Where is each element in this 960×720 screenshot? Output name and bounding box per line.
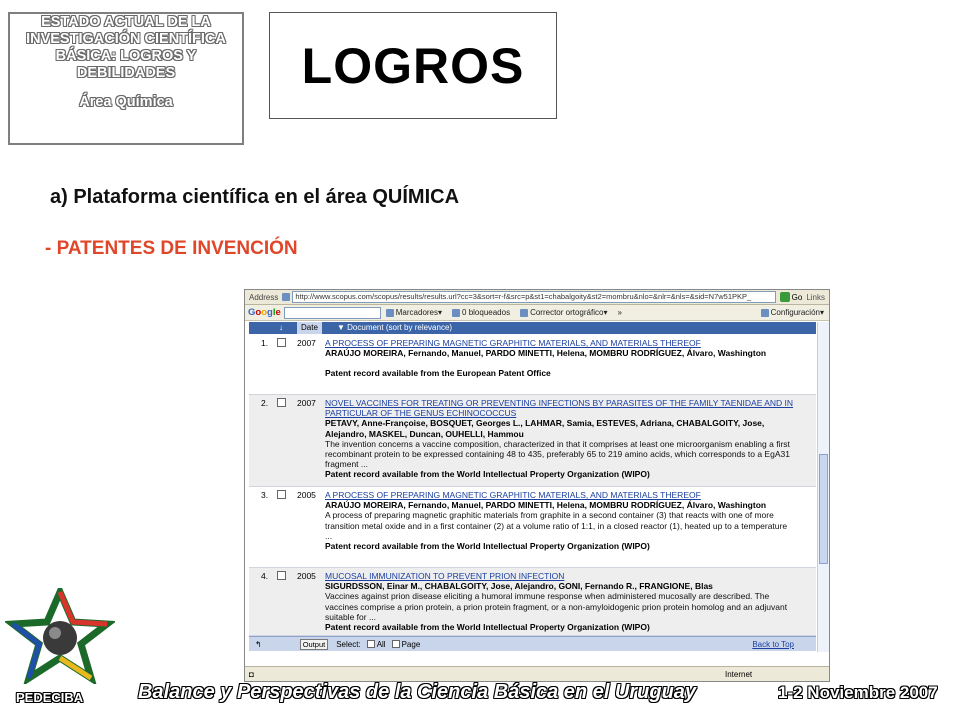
- output-button[interactable]: Output: [300, 639, 329, 650]
- toolbar-more[interactable]: »: [617, 308, 622, 317]
- result-abstract: The invention concerns a vaccine composition, characterized in that it comprises at least one microorganism enabling a first recombinant protein to be expressed containing 48 to 435, preferably 65 to 219 amino acids, which corresponds to a EgA31 fragment ...: [325, 438, 790, 470]
- select-all-label: All: [376, 639, 386, 649]
- result-record-source: Patent record available from the World Intellectual Property Organization (WIPO): [325, 622, 650, 633]
- result-row: [249, 568, 816, 636]
- sort-by-document[interactable]: ▼ Document (sort by relevance): [337, 323, 453, 332]
- result-number: 1.: [261, 338, 269, 348]
- result-record-source: Patent record available from the World Intellectual Property Organization (WIPO): [325, 541, 650, 552]
- select-all-checkbox[interactable]: [367, 640, 375, 648]
- result-number: 2.: [261, 398, 269, 408]
- result-year: 2005: [297, 571, 316, 581]
- result-checkbox[interactable]: [277, 398, 286, 407]
- estado-area-subtitle: Área Química: [79, 94, 173, 110]
- links-button[interactable]: Links: [806, 292, 825, 302]
- result-year: 2007: [297, 338, 316, 348]
- page-done-icon: ◘: [249, 670, 254, 679]
- page-icon: [282, 293, 290, 301]
- estado-title: ESTADO ACTUAL DE LA INVESTIGACIÓN CIENTÍFICA BÁSICA: LOGROS Y DEBILIDADES: [26, 14, 226, 81]
- star-icon: [386, 309, 394, 317]
- estado-title-box: [8, 12, 244, 145]
- browser-window: [244, 289, 830, 682]
- result-authors: SIGURDSSON, Einar M., CHABALGOITY, Jose, Alejandro, GONI, Fernando R., FRANGIONE, Blas: [325, 581, 713, 592]
- select-page-label: Page: [401, 639, 421, 649]
- back-to-top-link[interactable]: Back to Top: [752, 639, 794, 649]
- toolbar-bloqueados[interactable]: 0 bloqueados: [447, 308, 515, 317]
- status-bar: [245, 666, 829, 682]
- address-label: Address: [249, 292, 279, 302]
- result-record-source: Patent record available from the European Patent Office: [325, 368, 551, 379]
- result-checkbox[interactable]: [277, 338, 286, 347]
- toolbar-marcadores[interactable]: Marcadores▾: [381, 308, 447, 317]
- result-record-source: Patent record available from the World Intellectual Property Organization (WIPO): [325, 469, 650, 480]
- google-toolbar: [245, 305, 829, 321]
- sort-arrow-icon[interactable]: ↓: [279, 323, 283, 332]
- result-authors: PETAVY, Anne-Françoise, BOSQUET, Georges L., LAHMAR, Samia, ESTEVES, Adriana, CHABALGOITY, Jose, Alejandro, MASKEL, Duncan, OUHELLI, Hammou: [325, 418, 765, 439]
- go-button[interactable]: Go: [791, 292, 803, 302]
- footer-event-date: 1-2 Noviembre 2007: [778, 683, 938, 702]
- result-checkbox[interactable]: [277, 490, 286, 499]
- footer-event-title: Balance y Perspectivas de la Ciencia Básica en el Uruguay: [138, 681, 697, 703]
- result-title-link[interactable]: A PROCESS OF PREPARING MAGNETIC GRAPHITIC MATERIALS, AND MATERIALS THEREOF: [325, 490, 701, 500]
- pedeciba-logo-text: PEDECIBA: [16, 690, 84, 705]
- logros-title-box: [269, 12, 557, 119]
- section-heading-patentes: - PATENTES DE INVENCIÓN: [45, 238, 298, 259]
- select-label: Select:: [336, 639, 361, 649]
- result-title-link[interactable]: NOVEL VACCINES FOR TREATING OR PREVENTING INFECTIONS BY PARASITES OF THE FAMILY TAENIDAE AND IN PARTICULAR OF THE GENUS ECHINOCOCCUS: [325, 398, 794, 419]
- settings-icon: [761, 309, 769, 317]
- page-title: LOGROS: [301, 37, 525, 94]
- result-year: 2007: [297, 398, 316, 408]
- result-title-link[interactable]: A PROCESS OF PREPARING MAGNETIC GRAPHITIC MATERIALS, AND MATERIALS THEREOF: [325, 338, 701, 348]
- toolbar-configuracion[interactable]: Configuración▾: [756, 308, 829, 317]
- address-input[interactable]: http://www.scopus.com/scopus/results/results.url?cc=3&sort=r-f&src=p&st1=chabalgoity&st2=mombru&nlo=&nlr=&nls=&sid=N7w51PKP_: [292, 291, 775, 303]
- go-arrow-icon[interactable]: [780, 292, 790, 302]
- result-number: 4.: [261, 571, 269, 581]
- result-authors: ARAÚJO MOREIRA, Fernando, Manuel, PARDO MINETTI, Helena, MOMBRU RODRÍGUEZ, Álvaro, Washington: [325, 500, 767, 511]
- result-row: [249, 487, 816, 568]
- google-search-input[interactable]: [284, 307, 381, 319]
- scrollbar-thumb[interactable]: [819, 454, 828, 564]
- result-abstract: Vaccines against prion disease eliciting a humoral immune response when administered mucosally are described. The vaccines comprise a prion protein, a prion protein fragment, or a non-amyloidogenic prion protein homolog and an adjuvant suitable for ...: [325, 591, 788, 622]
- results-header: [249, 322, 816, 334]
- result-row: [249, 335, 816, 395]
- result-authors: ARAÚJO MOREIRA, Fernando, Manuel, PARDO MINETTI, Helena, MOMBRU RODRÍGUEZ, Álvaro, Washington: [325, 348, 767, 359]
- address-bar: [245, 290, 829, 305]
- google-logo: Google: [248, 307, 281, 318]
- spellcheck-icon: [520, 309, 528, 317]
- pedeciba-logo: [5, 588, 115, 684]
- status-zone-internet: Internet: [725, 670, 753, 679]
- result-checkbox[interactable]: [277, 571, 286, 580]
- sort-by-date[interactable]: Date: [297, 322, 322, 334]
- vertical-scrollbar[interactable]: [817, 322, 829, 652]
- toolbar-corrector[interactable]: Corrector ortográfico▾: [515, 308, 612, 317]
- result-abstract: A process of preparing magnetic graphitic materials from graphite in a second container (3) that reacts with one of more transition metal oxide and in a first container (2) at a volume ratio of 1:1, in a closed reactor (1), heated up to a temperature ...: [325, 510, 788, 541]
- result-year: 2005: [297, 490, 316, 500]
- results-action-bar: [249, 636, 816, 651]
- section-heading-plataforma: a) Plataforma científica en el área QUÍMICA: [50, 186, 460, 208]
- select-page-checkbox[interactable]: [392, 640, 400, 648]
- result-title-link[interactable]: MUCOSAL IMMUNIZATION TO PREVENT PRION INFECTION: [325, 571, 565, 581]
- popup-blocker-icon: [452, 309, 460, 317]
- result-row: [249, 395, 816, 487]
- back-arrow-icon[interactable]: ↰: [255, 639, 262, 649]
- result-number: 3.: [261, 490, 269, 500]
